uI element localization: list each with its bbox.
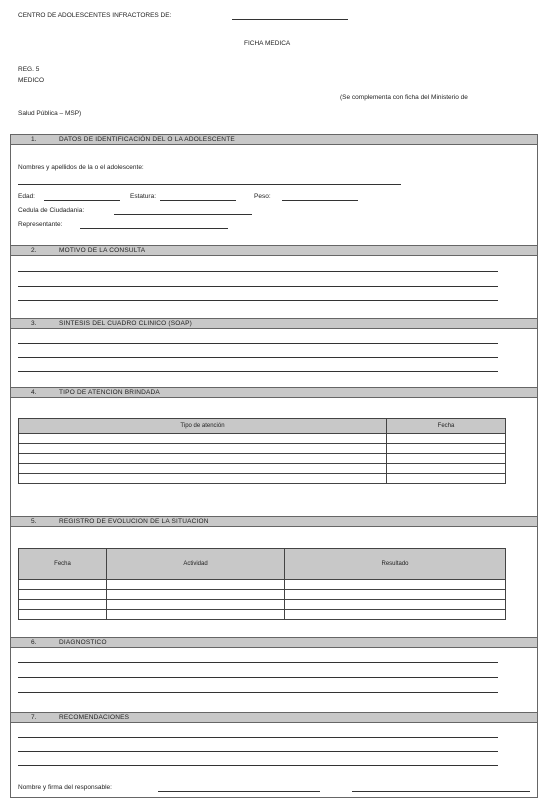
reg-label: REG. 5: [18, 66, 40, 73]
cedula-input-line[interactable]: [114, 214, 252, 215]
section-6-box: [10, 648, 538, 712]
col-resultado: Resultado: [285, 549, 506, 580]
section-2-box: [10, 256, 538, 318]
centro-label: CENTRO DE ADOLESCENTES INFRACTORES DE:: [18, 12, 172, 19]
col-tipo-atencion: Tipo de atención: [19, 419, 387, 434]
section-number: 4.: [31, 389, 37, 396]
section-number: 3.: [31, 320, 37, 327]
section-3-box: [10, 329, 538, 387]
col-fecha: Fecha: [19, 549, 107, 580]
section-3-header: [10, 318, 538, 329]
soap-line-2[interactable]: [18, 357, 498, 358]
table-row: [19, 474, 506, 484]
note-line-1: (Se complementa con ficha del Ministerio de: [340, 94, 468, 101]
section-number: 1.: [31, 136, 37, 143]
medico-label: MEDICO: [18, 77, 44, 84]
diagnostico-line-3[interactable]: [18, 692, 498, 693]
table-row: [19, 444, 506, 454]
section-title: TIPO DE ATENCION BRINDADA: [59, 389, 160, 396]
section-1-header: [10, 134, 538, 145]
estatura-input-line[interactable]: [160, 200, 236, 201]
signature-name-line[interactable]: [158, 791, 320, 792]
section-7-header: [10, 712, 538, 723]
section-title: SINTESIS DEL CUADRO CLINICO (SOAP): [59, 320, 192, 327]
peso-input-line[interactable]: [282, 200, 358, 201]
soap-line-3[interactable]: [18, 371, 498, 372]
table-row: [19, 590, 506, 600]
table-row: [19, 464, 506, 474]
nombres-input-line[interactable]: [18, 184, 401, 185]
table-row: [19, 454, 506, 464]
centro-input-line[interactable]: [232, 19, 348, 20]
section-title: DATOS DE IDENTIFICACIÓN DEL O LA ADOLESCENTE: [59, 136, 235, 143]
recomendaciones-line-1[interactable]: [18, 737, 498, 738]
section-1-box: [10, 145, 538, 245]
col-fecha: Fecha: [387, 419, 506, 434]
section-number: 2.: [31, 247, 37, 254]
motivo-line-2[interactable]: [18, 286, 498, 287]
representante-label: Representante:: [18, 221, 63, 228]
motivo-line-3[interactable]: [18, 300, 498, 301]
note-line-2: Salud Pública – MSP): [18, 110, 82, 117]
section-5-header: [10, 516, 538, 527]
representante-input-line[interactable]: [80, 228, 228, 229]
section-title: RECOMENDACIONES: [59, 714, 130, 721]
section-title: REGISTRO DE EVOLUCION DE LA SITUACION: [59, 518, 209, 525]
table-row: [19, 600, 506, 610]
recomendaciones-line-2[interactable]: [18, 751, 498, 752]
section-6-header: [10, 637, 538, 648]
edad-label: Edad:: [18, 193, 35, 200]
edad-input-line[interactable]: [44, 200, 120, 201]
recomendaciones-line-3[interactable]: [18, 765, 498, 766]
evolucion-table: [18, 548, 506, 620]
cedula-label: Cedula de Ciudadania:: [18, 207, 85, 214]
soap-line-1[interactable]: [18, 343, 498, 344]
section-2-header: [10, 245, 538, 256]
signature-sign-line[interactable]: [352, 791, 530, 792]
table-row: [19, 434, 506, 444]
section-number: 7.: [31, 714, 37, 721]
page-title: FICHA MEDICA: [244, 40, 291, 47]
estatura-label: Estatura:: [130, 193, 157, 200]
section-4-header: [10, 387, 538, 398]
diagnostico-line-1[interactable]: [18, 662, 498, 663]
diagnostico-line-2[interactable]: [18, 677, 498, 678]
col-actividad: Actividad: [107, 549, 285, 580]
section-number: 6.: [31, 639, 37, 646]
peso-label: Peso:: [254, 193, 271, 200]
table-row: [19, 610, 506, 620]
section-number: 5.: [31, 518, 37, 525]
section-title: MOTIVO DE LA CONSULTA: [59, 247, 146, 254]
nombres-label: Nombres y apellidos de la o el adolescente:: [18, 164, 144, 171]
section-title: DIAGNOSTICO: [59, 639, 107, 646]
atencion-table: [18, 418, 506, 484]
table-row: [19, 580, 506, 590]
motivo-line-1[interactable]: [18, 271, 498, 272]
signature-label: Nombre y firma del responsable:: [18, 784, 112, 791]
